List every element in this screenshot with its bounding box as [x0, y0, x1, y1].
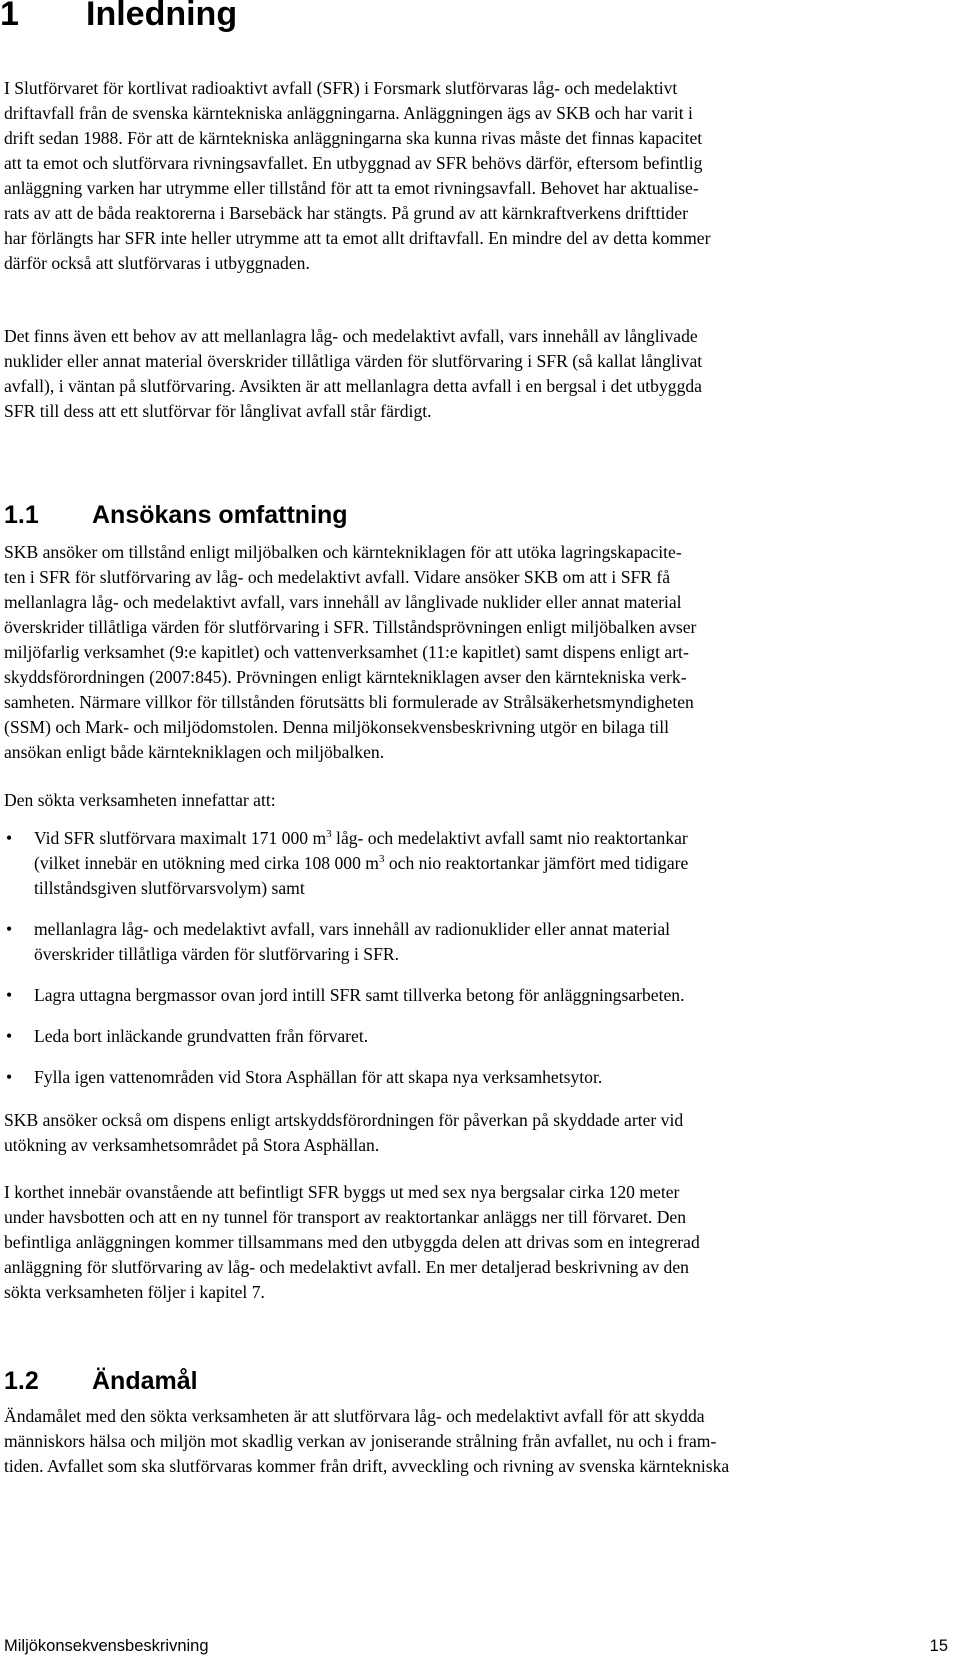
intro-paragraph-2: [4, 324, 954, 424]
text-line: anläggning varken har utrymme eller tillstånd för att ta emot rivningsavfall. Behovet har aktualise-: [4, 178, 699, 198]
text-line: skyddsförordningen (2007:845). Prövningen enligt kärntekniklagen avser den kärntekniska verk-: [4, 667, 687, 687]
bullet-icon: •: [6, 985, 13, 1005]
text-fragment: och nio reaktortankar jämfört med tidigare: [384, 853, 689, 873]
text-line: [34, 826, 954, 851]
text-line: avfall), i väntan på slutförvaring. Avsikten är att mellanlagra detta avfall i en bergsal i det utbyggda: [4, 376, 702, 396]
section-number: 1.1: [4, 501, 39, 529]
bullet-icon: •: [6, 919, 13, 939]
bullet-icon: •: [6, 1026, 13, 1046]
section-heading-1-1: [4, 500, 348, 530]
text-line: driftavfall från de svenska kärntekniska anläggningarna. Anläggningen ägs av SKB och har varit i: [4, 103, 693, 123]
text-line: ansökan enligt både kärntekniklagen och miljöbalken.: [4, 742, 385, 762]
text-line: människors hälsa och miljön mot skadlig verkan av joniserande strålning från avfallet, nu och i fram-: [4, 1431, 717, 1451]
section-1-2-paragraph-1: [4, 1404, 954, 1479]
text-line: Ändamålet med den sökta verksamheten är att slutförvara låg- och medelaktivt avfall för att skydda: [4, 1406, 705, 1426]
text-line: drift sedan 1988. För att de kärntekniska anläggningarna ska kunna rivas måste det finnas kapacitet: [4, 128, 703, 148]
footer-document-title: Miljökonsekvensbeskrivning: [4, 1637, 209, 1655]
text-line: mellanlagra låg- och medelaktivt avfall, vars innehåll av långlivade nuklider eller annat material: [4, 592, 682, 612]
chapter-title: Inledning: [86, 0, 238, 33]
list-item: [4, 1024, 954, 1049]
text-line: överskrider tillåtliga värden för slutförvaring i SFR.: [34, 944, 399, 964]
text-line: miljöfarlig verksamhet (9:e kapitlet) och vattenverksamhet (11:e kapitlet) samt dispens enligt art-: [4, 642, 689, 662]
chapter-heading: [0, 0, 237, 34]
section-heading-1-2: [4, 1366, 198, 1396]
text-line: Den sökta verksamheten innefattar att:: [4, 790, 276, 810]
text-line: överskrider tillåtliga värden för slutförvaring i SFR. Tillståndsprövningen enligt miljöbalken avser: [4, 617, 697, 637]
section-title: Ansökans omfattning: [92, 501, 348, 529]
chapter-number: 1: [0, 0, 19, 33]
text-line: därför också att slutförvaras i utbyggnaden.: [4, 253, 310, 273]
text-line: mellanlagra låg- och medelaktivt avfall, vars innehåll av radionuklider eller annat material: [34, 919, 671, 939]
list-item: [4, 1065, 954, 1090]
section-1-1-paragraph-1: [4, 540, 954, 765]
list-item: [4, 826, 954, 901]
intro-paragraph-1: [4, 76, 954, 276]
list-intro: [4, 788, 954, 813]
scope-bullet-list: [4, 826, 954, 1090]
section-number: 1.2: [4, 1367, 39, 1395]
text-line: SFR till dess att ett slutförvar för långlivat avfall står färdigt.: [4, 401, 432, 421]
bullet-icon: •: [6, 1067, 13, 1087]
text-line: sökta verksamheten följer i kapitel 7.: [4, 1282, 265, 1302]
text-line: utökning av verksamhetsområdet på Stora Asphällan.: [4, 1135, 380, 1155]
text-fragment: Vid SFR slutförvara maximalt 171 000 m: [34, 828, 327, 848]
text-line: tiden. Avfallet som ska slutförvaras kommer från drift, avveckling och rivning av svenska kärntekniska: [4, 1456, 730, 1476]
text-line: under havsbotten och att en ny tunnel för transport av reaktortankar anläggs ner till förvaret. Den: [4, 1207, 687, 1227]
text-line: SKB ansöker också om dispens enligt artskyddsförordningen för påverkan på skyddade arter vid: [4, 1110, 684, 1130]
text-line: anläggning för slutförvaring av låg- och medelaktivt avfall. En mer detaljerad beskrivning av den: [4, 1257, 689, 1277]
text-line: tillståndsgiven slutförvarsvolym) samt: [34, 878, 305, 898]
section-1-1-paragraph-2: [4, 1108, 954, 1158]
list-item: [4, 917, 954, 967]
text-line: ten i SFR för slutförvaring av låg- och medelaktivt avfall. Vidare ansöker SKB om att i SFR få: [4, 567, 671, 587]
text-line: samheten. Närmare villkor för tillstånden förutsätts bli formulerade av Strålsäkerhetsmyndigheten: [4, 692, 694, 712]
text-line: nuklider eller annat material överskrider tillåtliga värden för slutförvaring i SFR (så kallat långlivat: [4, 351, 703, 371]
text-line: rats av att de båda reaktorerna i Barsebäck har stängts. På grund av att kärnkraftverkens drifttider: [4, 203, 688, 223]
section-title: Ändamål: [92, 1367, 198, 1395]
section-1-1-paragraph-3: [4, 1180, 954, 1305]
text-line: Lagra uttagna bergmassor ovan jord intill SFR samt tillverka betong för anläggningsarbeten.: [34, 985, 685, 1005]
text-fragment: låg- och medelaktivt avfall samt nio reaktortankar: [331, 828, 688, 848]
superscript: 3: [326, 828, 332, 841]
text-line: (SSM) och Mark- och miljödomstolen. Denna miljökonsekvensbeskrivning utgör en bilaga till: [4, 717, 670, 737]
text-line: Fylla igen vattenområden vid Stora Asphällan för att skapa nya verksamhetsytor.: [34, 1067, 603, 1087]
text-fragment: (vilket innebär en utökning med cirka 108 000 m: [34, 853, 379, 873]
text-line: att ta emot och slutförvara rivningsavfallet. En utbyggnad av SFR behövs därför, eftersom befintlig: [4, 153, 703, 173]
text-line: I Slutförvaret för kortlivat radioaktivt avfall (SFR) i Forsmark slutförvaras låg- och medelaktivt: [4, 78, 678, 98]
superscript: 3: [378, 853, 385, 866]
page-number: 15: [929, 1637, 948, 1655]
text-line: befintliga anläggningen kommer tillsammans med den utbyggda delen att drivas som en integrerad: [4, 1232, 700, 1252]
bullet-icon: •: [6, 828, 13, 848]
list-item: [4, 983, 954, 1008]
text-line: [34, 851, 954, 876]
text-line: har förlängts har SFR inte heller utrymme att ta emot allt driftavfall. En mindre del av detta kommer: [4, 228, 711, 248]
text-line: Det finns även ett behov av att mellanlagra låg- och medelaktivt avfall, vars innehåll av långlivade: [4, 326, 698, 346]
text-line: SKB ansöker om tillstånd enligt miljöbalken och kärntekniklagen för att utöka lagringskapacite-: [4, 542, 682, 562]
text-line: I korthet innebär ovanstående att befintligt SFR byggs ut med sex nya bergsalar cirka 120 meter: [4, 1182, 680, 1202]
text-line: Leda bort inläckande grundvatten från förvaret.: [34, 1026, 369, 1046]
